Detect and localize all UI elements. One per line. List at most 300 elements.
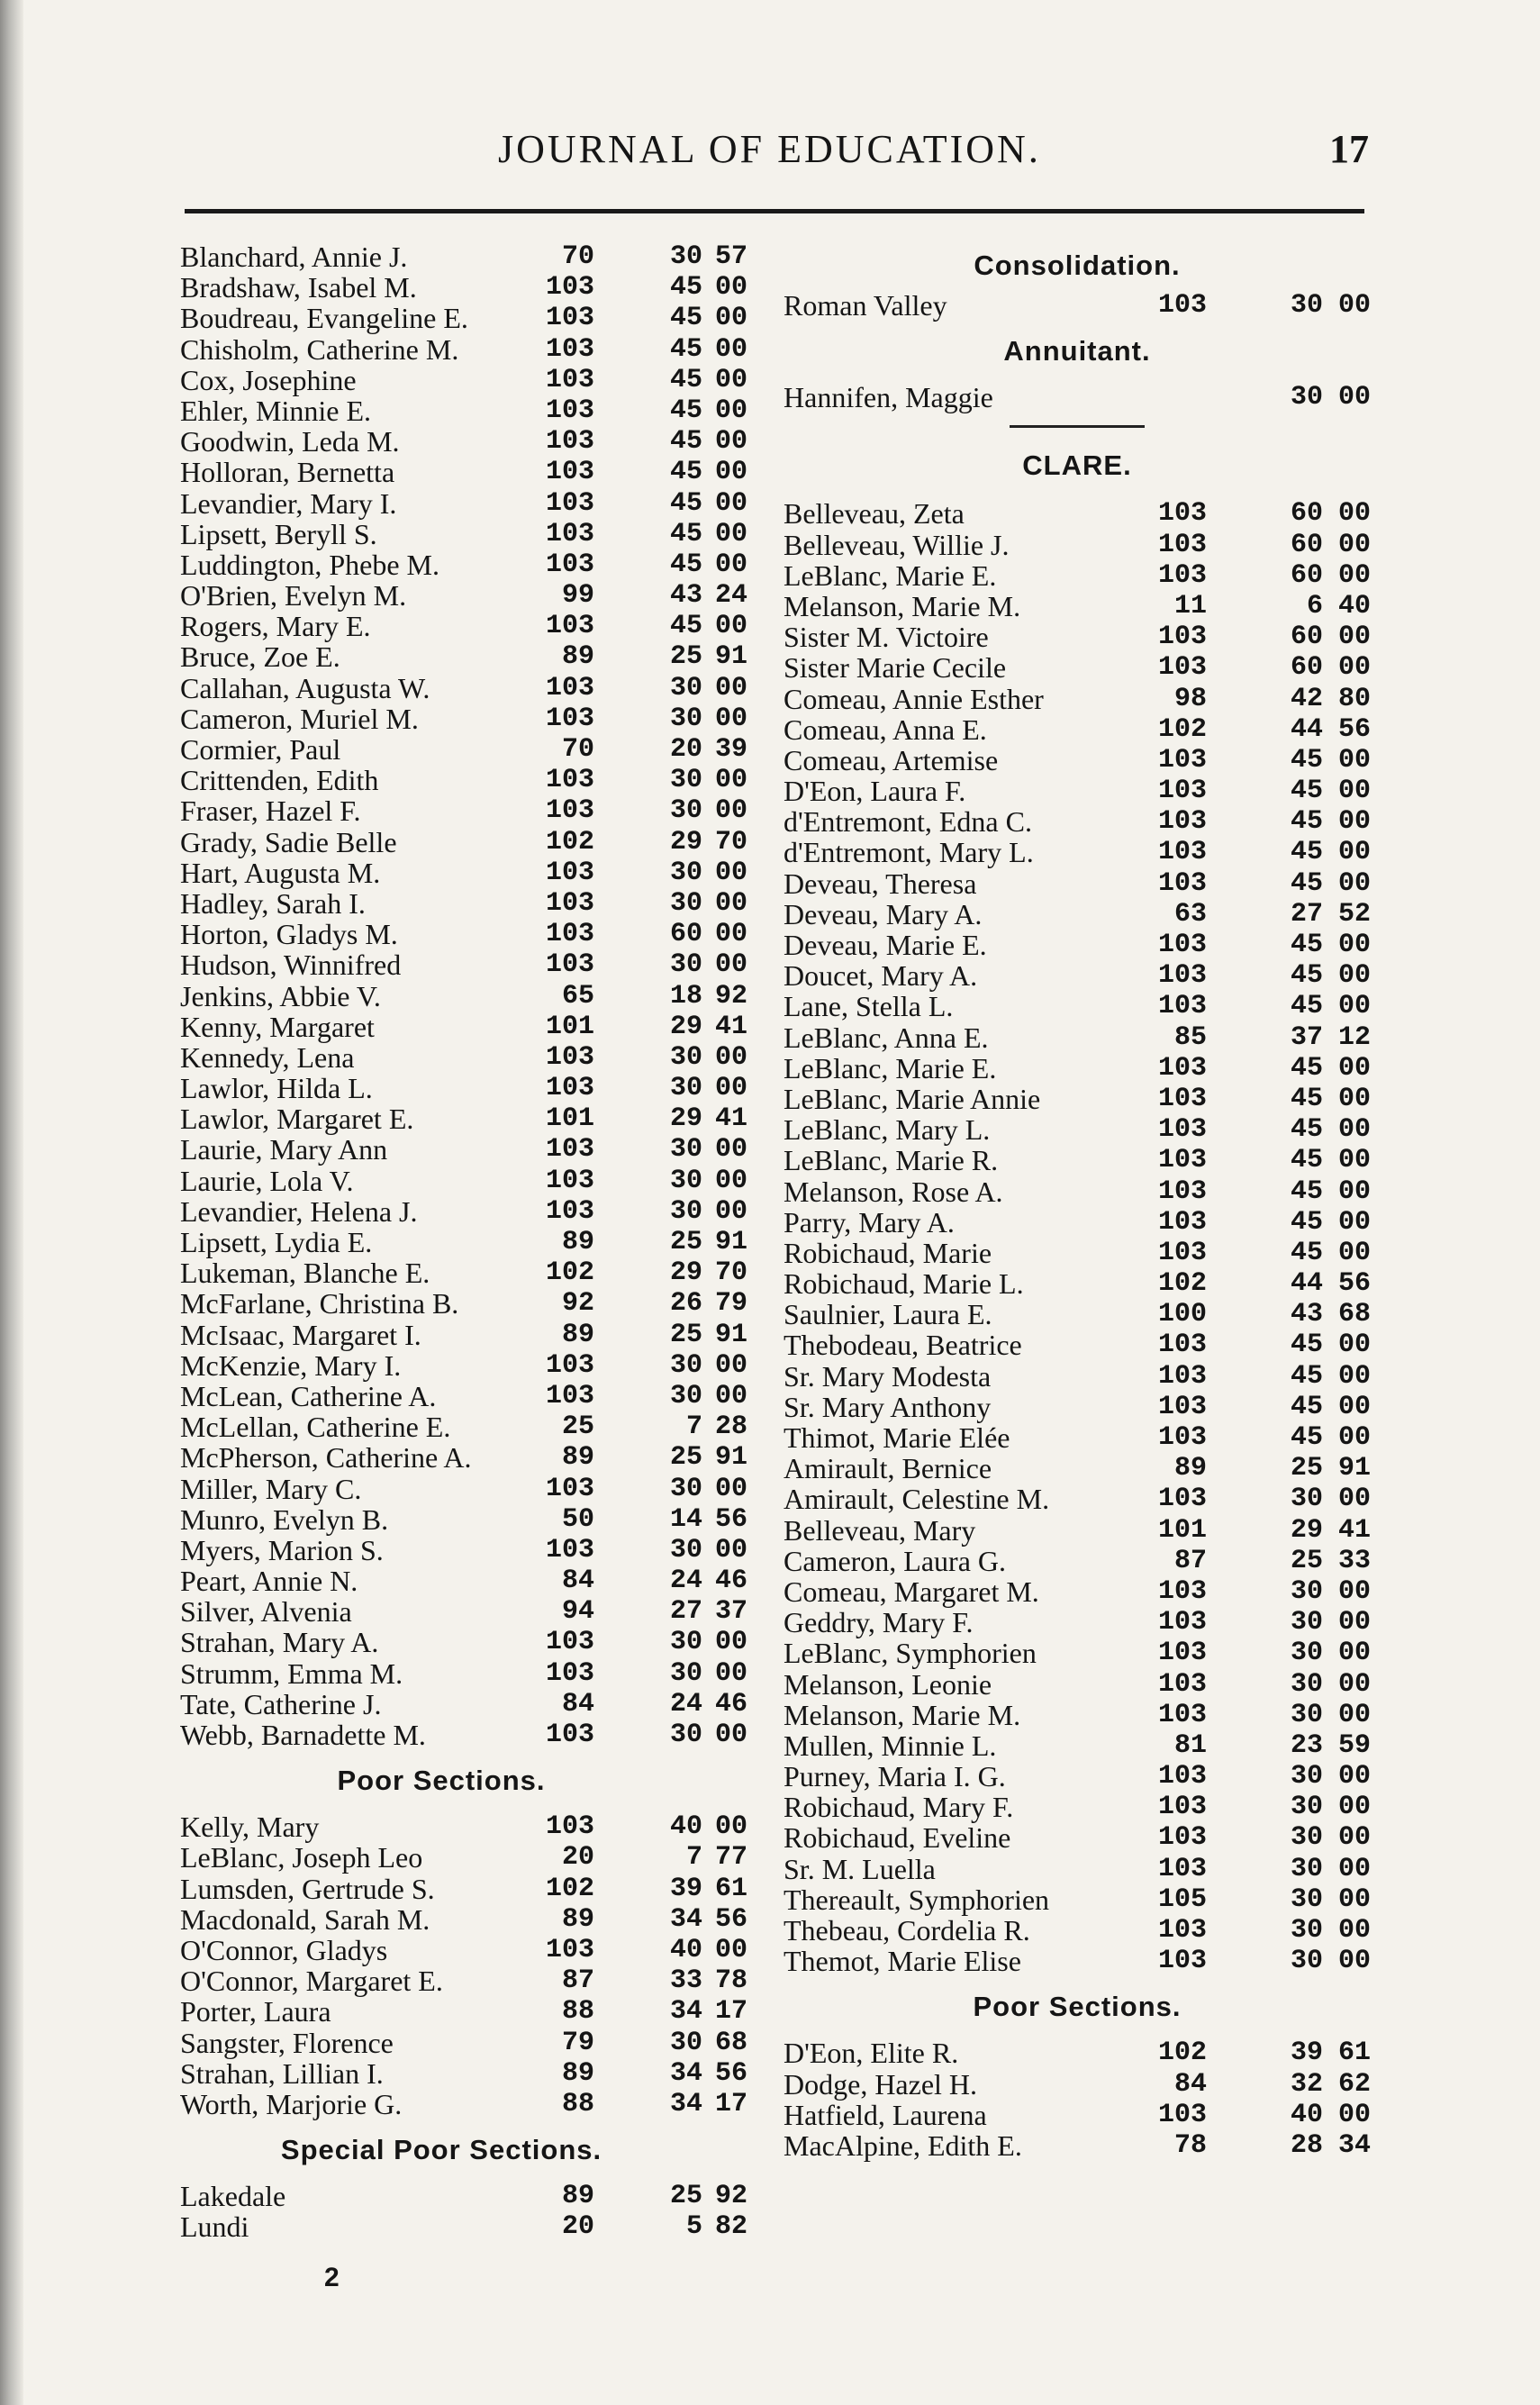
- grant-dollars: 30: [669, 1349, 702, 1381]
- grant-dollars: 30: [669, 1473, 702, 1504]
- grant-dollars: 30: [669, 241, 702, 272]
- list-item: [784, 290, 1371, 321]
- entry-name: O'Connor, Margaret E.: [180, 1965, 443, 1998]
- entry-name: LeBlanc, Anna E.: [784, 1021, 989, 1054]
- grant-cents: 91: [1337, 1453, 1371, 1484]
- list-item: [180, 1194, 747, 1228]
- list-item: [784, 1792, 1371, 1822]
- grant-dollars: 30: [1290, 1699, 1323, 1730]
- days-taught: 89: [561, 1903, 594, 1935]
- grant-cents: 00: [1337, 1391, 1371, 1422]
- list-item: [180, 1811, 747, 1844]
- list-item: [784, 2100, 1371, 2130]
- list-item: [180, 610, 747, 643]
- grant-cents: 70: [714, 826, 747, 858]
- entry-name: McPherson, Catherine A.: [180, 1441, 472, 1475]
- entry-name: Callahan, Augusta W.: [180, 671, 430, 704]
- grant-dollars: 30: [1290, 1822, 1323, 1854]
- entry-name: Tate, Catherine J.: [180, 1687, 382, 1720]
- list-item: [180, 1441, 747, 1475]
- entry-name: Strahan, Lillian I.: [180, 2056, 384, 2090]
- grant-cents: 00: [714, 1627, 747, 1658]
- entry-name: Geddry, Mary F.: [784, 1606, 974, 1639]
- grant-cents: 00: [1337, 806, 1371, 838]
- grant-cents: 46: [714, 1566, 747, 1597]
- entry-name: D'Eon, Elite R.: [784, 2037, 959, 2070]
- grant-dollars: 45: [669, 395, 702, 426]
- entry-name: Purney, Maria I. G.: [784, 1760, 1006, 1793]
- days-taught: 89: [561, 1319, 594, 1350]
- list-item: [180, 1072, 747, 1105]
- grant-cents: 00: [1337, 1946, 1371, 1977]
- days-taught: 103: [545, 272, 594, 304]
- grant-cents: 56: [714, 2057, 747, 2089]
- days-taught: 84: [561, 1688, 594, 1720]
- grant-cents: 00: [1337, 1422, 1371, 1453]
- grant-dollars: 30: [669, 1657, 702, 1689]
- entry-name: Robichaud, Mary F.: [784, 1791, 1014, 1824]
- grant-dollars: 45: [1290, 991, 1323, 1022]
- days-taught: 103: [545, 672, 594, 703]
- list-item: [784, 1884, 1371, 1915]
- entry-name: Saulnier, Laura E.: [784, 1298, 992, 1331]
- entry-name: LeBlanc, Mary L.: [784, 1113, 991, 1147]
- days-taught: 103: [1157, 1638, 1207, 1669]
- days-taught: 20: [561, 2211, 594, 2243]
- list-item: [180, 363, 747, 396]
- entry-name: LeBlanc, Symphorien: [784, 1637, 1037, 1670]
- entry-name: Melanson, Rose A.: [784, 1175, 1003, 1208]
- grant-cents: 00: [714, 1041, 747, 1073]
- entry-name: Amirault, Bernice: [784, 1452, 992, 1485]
- days-taught: 103: [1157, 1422, 1207, 1453]
- list-item: [784, 1730, 1371, 1761]
- entry-name: Webb, Barnadette M.: [180, 1719, 426, 1751]
- grant-dollars: 45: [669, 518, 702, 549]
- entry-name: Boudreau, Evangeline E.: [180, 302, 468, 335]
- entry-name: Amirault, Celestine M.: [784, 1483, 1050, 1516]
- entry-name: Laurie, Mary Ann: [180, 1133, 388, 1166]
- list-item: [180, 918, 747, 951]
- days-taught: 103: [545, 919, 594, 950]
- days-taught: 103: [1157, 498, 1207, 530]
- grant-cents: 00: [1337, 1484, 1371, 1515]
- days-taught: 103: [1157, 930, 1207, 960]
- days-taught: 88: [561, 1996, 594, 2028]
- list-item: [180, 1995, 747, 2028]
- grant-dollars: 24: [669, 1688, 702, 1720]
- entry-name: Comeau, Annie Esther: [784, 682, 1044, 715]
- grant-dollars: 60: [1290, 652, 1323, 684]
- days-taught: 103: [1157, 1822, 1207, 1854]
- days-taught: 63: [1173, 898, 1207, 930]
- grant-dollars: 45: [669, 333, 702, 365]
- entry-name: Deveau, Theresa: [784, 867, 977, 900]
- list-item: [180, 886, 747, 920]
- grant-cents: 00: [714, 1195, 747, 1227]
- list-item: [180, 271, 747, 304]
- list-item: [784, 806, 1371, 837]
- grant-dollars: 14: [669, 1503, 702, 1535]
- grant-dollars: 30: [669, 2027, 702, 2058]
- list-item: [784, 899, 1371, 930]
- grant-cents: 91: [714, 1227, 747, 1257]
- grant-cents: 00: [1337, 1330, 1371, 1361]
- grant-cents: 00: [714, 457, 747, 488]
- grant-dollars: 29: [669, 1011, 702, 1042]
- days-taught: 87: [561, 1965, 594, 1997]
- list-item: [180, 1565, 747, 1598]
- grant-dollars: 60: [1290, 622, 1323, 653]
- grant-cents: 80: [1337, 683, 1371, 714]
- days-taught: 103: [1157, 652, 1207, 684]
- days-taught: 103: [1157, 1484, 1207, 1515]
- days-taught: 103: [1157, 867, 1207, 899]
- entry-name: Cameron, Laura G.: [784, 1544, 1007, 1577]
- grant-cents: 37: [714, 1596, 747, 1628]
- list-item: [180, 733, 747, 766]
- grant-dollars: 30: [1290, 1946, 1323, 1977]
- grant-dollars: 43: [669, 580, 702, 612]
- grant-dollars: 27: [1290, 898, 1323, 930]
- grant-dollars: 34: [669, 2088, 702, 2119]
- grant-cents: 00: [1337, 1699, 1371, 1730]
- grant-cents: 00: [1337, 744, 1371, 776]
- entry-name: Cameron, Muriel M.: [180, 702, 419, 735]
- list-item: [180, 1318, 747, 1351]
- list-item: [784, 714, 1371, 745]
- entry-name: Robichaud, Marie L.: [784, 1267, 1024, 1301]
- grant-dollars: 45: [669, 364, 702, 395]
- entry-name: Horton, Gladys M.: [180, 918, 398, 951]
- days-taught: 103: [1157, 1206, 1207, 1238]
- annuitant-list: [784, 382, 1371, 413]
- days-taught: 103: [545, 1720, 594, 1750]
- grant-cents: 52: [1337, 898, 1371, 930]
- days-taught: 103: [1157, 1052, 1207, 1084]
- page-header: [180, 126, 1369, 189]
- entry-name: Robichaud, Marie: [784, 1236, 992, 1269]
- entry-name: Lundi: [180, 2210, 249, 2244]
- grant-dollars: 34: [669, 1903, 702, 1935]
- grant-cents: 41: [714, 1011, 747, 1042]
- entry-name: Worth, Marjorie G.: [180, 2087, 403, 2120]
- days-taught: 103: [545, 333, 594, 365]
- grant-cents: 62: [1337, 2068, 1371, 2100]
- list-item: [180, 948, 747, 982]
- list-item: [180, 1872, 747, 1905]
- grant-dollars: 7: [685, 1842, 702, 1874]
- days-taught: 103: [545, 703, 594, 734]
- entry-name: Lawlor, Hilda L.: [180, 1072, 373, 1105]
- grant-cents: 91: [714, 1442, 747, 1474]
- days-taught: 103: [545, 949, 594, 981]
- entry-name: Kelly, Mary: [180, 1811, 320, 1844]
- days-taught: 103: [1157, 1915, 1207, 1946]
- entry-name: Roman Valley: [784, 289, 947, 322]
- grant-cents: 00: [1337, 1052, 1371, 1084]
- grant-dollars: 45: [1290, 1052, 1323, 1084]
- days-taught: 65: [561, 980, 594, 1012]
- special-poor-list: [180, 2180, 747, 2244]
- list-item: [180, 1379, 747, 1412]
- days-taught: 100: [1157, 1299, 1207, 1330]
- grant-dollars: 30: [669, 765, 702, 796]
- special-poor-sections-heading: Special Poor Sections.: [280, 2134, 602, 2166]
- days-taught: 103: [545, 1811, 594, 1843]
- grant-dollars: 45: [1290, 776, 1323, 807]
- grant-cents: 00: [1337, 1607, 1371, 1638]
- days-taught: 103: [545, 395, 594, 426]
- grant-cents: 92: [714, 2181, 747, 2212]
- grant-cents: 00: [714, 1934, 747, 1965]
- days-taught: 103: [545, 1934, 594, 1965]
- days-taught: 103: [545, 426, 594, 458]
- grant-dollars: 39: [1290, 2037, 1323, 2069]
- grant-dollars: 44: [1290, 1268, 1323, 1300]
- days-taught: 103: [545, 1473, 594, 1504]
- consolidation-list: [784, 290, 1371, 321]
- days-taught: 101: [1157, 1514, 1207, 1546]
- list-item: [180, 2087, 747, 2120]
- days-taught: 70: [561, 734, 594, 765]
- right-poor-sections-heading: Poor Sections.: [973, 1991, 1182, 2023]
- grant-dollars: 18: [669, 980, 702, 1012]
- list-item: [180, 1719, 747, 1751]
- list-item: [784, 382, 1371, 413]
- list-item: [180, 456, 747, 489]
- list-item: [180, 764, 747, 797]
- list-item: [784, 1822, 1371, 1853]
- grant-dollars: 30: [669, 1134, 702, 1166]
- entry-name: Kenny, Margaret: [180, 1010, 375, 1043]
- days-taught: 103: [1157, 1792, 1207, 1823]
- list-item: [784, 498, 1371, 529]
- grant-cents: 00: [714, 1165, 747, 1196]
- list-item: [180, 2056, 747, 2090]
- list-item: [180, 1902, 747, 1936]
- grant-dollars: 45: [1290, 1114, 1323, 1146]
- list-item: [784, 1915, 1371, 1946]
- grant-dollars: 30: [1290, 1915, 1323, 1946]
- days-taught: 103: [545, 487, 594, 519]
- annuitant-heading: Annuitant.: [1003, 335, 1151, 368]
- list-item: [784, 684, 1371, 714]
- header-rule: [185, 209, 1364, 213]
- grant-dollars: 30: [1290, 1668, 1323, 1700]
- grant-dollars: 45: [1290, 1422, 1323, 1453]
- list-item: [180, 794, 747, 828]
- entry-name: Ehler, Minnie E.: [180, 394, 371, 427]
- days-taught: 103: [1157, 837, 1207, 868]
- grant-dollars: 45: [1290, 1360, 1323, 1392]
- list-item: [784, 1084, 1371, 1114]
- grant-cents: 00: [1337, 1638, 1371, 1669]
- grant-dollars: 45: [669, 549, 702, 580]
- days-taught: 25: [561, 1411, 594, 1443]
- list-item: [180, 702, 747, 735]
- list-item: [784, 1700, 1371, 1730]
- days-taught: 102: [1157, 1268, 1207, 1300]
- list-item: [784, 560, 1371, 591]
- grant-dollars: 40: [669, 1811, 702, 1843]
- grant-dollars: 45: [1290, 1206, 1323, 1238]
- entry-name: Parry, Mary A.: [784, 1205, 955, 1239]
- list-item: [180, 1103, 747, 1136]
- list-item: [784, 1453, 1371, 1484]
- right-poor-list: [784, 2037, 1371, 2161]
- entry-name: Myers, Marion S.: [180, 1533, 384, 1566]
- grant-dollars: 60: [1290, 559, 1323, 591]
- grant-cents: 00: [1337, 991, 1371, 1022]
- list-item: [784, 930, 1371, 960]
- entry-name: Laurie, Lola V.: [180, 1164, 354, 1197]
- list-item: [784, 1484, 1371, 1514]
- clare-heading: CLARE.: [1022, 449, 1132, 482]
- grant-cents: 00: [714, 1380, 747, 1411]
- entry-name: Comeau, Artemise: [784, 743, 999, 776]
- grant-cents: 00: [714, 333, 747, 365]
- list-item: [784, 2037, 1371, 2068]
- list-item: [784, 1946, 1371, 1976]
- grant-cents: 00: [1337, 1237, 1371, 1268]
- entry-name: Sister Marie Cecile: [784, 651, 1007, 685]
- list-item: [784, 1638, 1371, 1668]
- days-taught: 79: [561, 2027, 594, 2058]
- days-taught: 103: [1157, 622, 1207, 653]
- entry-name: Comeau, Margaret M.: [784, 1575, 1039, 1608]
- entry-name: D'Eon, Laura F.: [784, 775, 966, 808]
- grant-cents: 78: [714, 1965, 747, 1997]
- left-column: [180, 240, 747, 2244]
- grant-dollars: 29: [669, 1257, 702, 1289]
- days-taught: 103: [1157, 1668, 1207, 1700]
- entry-name: Belleveau, Mary: [784, 1513, 976, 1547]
- days-taught: 103: [1157, 1114, 1207, 1146]
- days-taught: 103: [1157, 529, 1207, 560]
- list-item: [784, 1207, 1371, 1238]
- grant-cents: 00: [1337, 1175, 1371, 1207]
- grant-cents: 41: [714, 1103, 747, 1135]
- list-item: [180, 1687, 747, 1720]
- list-item: [784, 1515, 1371, 1546]
- grant-dollars: 29: [669, 826, 702, 858]
- grant-dollars: 45: [1290, 1330, 1323, 1361]
- grant-cents: 00: [714, 857, 747, 888]
- grant-cents: 57: [714, 241, 747, 272]
- grant-dollars: 30: [669, 672, 702, 703]
- entry-name: Melanson, Marie M.: [784, 1698, 1021, 1731]
- entry-name: Comeau, Anna E.: [784, 712, 987, 746]
- entry-name: LeBlanc, Marie E.: [784, 558, 997, 592]
- grant-dollars: 45: [1290, 1391, 1323, 1422]
- days-taught: 103: [1157, 776, 1207, 807]
- entry-name: Cox, Josephine: [180, 363, 357, 396]
- entry-name: Mullen, Minnie L.: [784, 1729, 997, 1762]
- grant-cents: 00: [714, 765, 747, 796]
- grant-dollars: 32: [1290, 2068, 1323, 2100]
- entry-name: McLean, Catherine A.: [180, 1379, 437, 1412]
- entry-name: Sr. M. Luella: [784, 1852, 936, 1885]
- days-taught: 88: [561, 2088, 594, 2119]
- days-taught: 103: [545, 518, 594, 549]
- grant-cents: 28: [714, 1411, 747, 1443]
- days-taught: 102: [545, 1257, 594, 1289]
- list-item: [180, 1040, 747, 1074]
- grant-cents: 00: [714, 487, 747, 519]
- days-taught: 103: [1157, 960, 1207, 992]
- days-taught: 103: [1157, 559, 1207, 591]
- entry-name: Macdonald, Sarah M.: [180, 1902, 430, 1936]
- grant-cents: 00: [1337, 2099, 1371, 2130]
- grant-cents: 82: [714, 2211, 747, 2243]
- days-taught: 102: [1157, 2037, 1207, 2069]
- list-item: [180, 671, 747, 704]
- entry-name: Porter, Laura: [180, 1995, 331, 2028]
- grant-cents: 17: [714, 2088, 747, 2119]
- entry-name: Munro, Evelyn B.: [180, 1502, 389, 1536]
- grant-dollars: 45: [669, 303, 702, 334]
- entry-name: Melanson, Marie M.: [784, 589, 1021, 622]
- days-taught: 103: [1157, 1237, 1207, 1268]
- grant-cents: 00: [714, 1720, 747, 1750]
- entry-name: Robichaud, Eveline: [784, 1821, 1011, 1855]
- list-item: [784, 1299, 1371, 1330]
- grant-cents: 68: [1337, 1299, 1371, 1330]
- entry-name: Lipsett, Lydia E.: [180, 1226, 373, 1258]
- days-taught: 103: [545, 1073, 594, 1104]
- entry-name: Lipsett, Beryll S.: [180, 517, 377, 550]
- days-taught: 102: [1157, 713, 1207, 745]
- entry-name: Lumsden, Gertrude S.: [180, 1872, 435, 1905]
- entry-name: Miller, Mary C.: [180, 1472, 362, 1505]
- left-poor-list: [180, 1811, 747, 2120]
- list-item: [784, 1238, 1371, 1268]
- grant-cents: 00: [1337, 1575, 1371, 1607]
- grant-dollars: 30: [1290, 1792, 1323, 1823]
- entry-name: Levandier, Helena J.: [180, 1194, 418, 1228]
- list-item: [180, 517, 747, 550]
- grant-dollars: 30: [1290, 1575, 1323, 1607]
- grant-cents: 00: [714, 672, 747, 703]
- grant-dollars: 30: [669, 1195, 702, 1227]
- list-item: [784, 1761, 1371, 1792]
- entry-name: Hart, Augusta M.: [180, 856, 381, 889]
- grant-dollars: 45: [1290, 1083, 1323, 1114]
- grant-dollars: 60: [669, 919, 702, 950]
- list-item: [784, 1392, 1371, 1422]
- grant-dollars: 29: [1290, 1514, 1323, 1546]
- days-taught: 89: [561, 2181, 594, 2212]
- grant-dollars: 45: [1290, 806, 1323, 838]
- entry-name: Strumm, Emma M.: [180, 1656, 403, 1690]
- days-taught: 103: [545, 1165, 594, 1196]
- entry-name: Hannifen, Maggie: [784, 381, 993, 414]
- grant-cents: 00: [714, 518, 747, 549]
- grant-cents: 79: [714, 1288, 747, 1320]
- entry-name: Blanchard, Annie J.: [180, 240, 408, 273]
- days-taught: 103: [545, 1349, 594, 1381]
- grant-cents: 00: [714, 611, 747, 642]
- days-taught: 81: [1173, 1729, 1207, 1761]
- list-item: [784, 622, 1371, 652]
- entry-name: O'Connor, Gladys: [180, 1933, 388, 1966]
- days-taught: 103: [1157, 1946, 1207, 1977]
- entry-name: Hadley, Sarah I.: [180, 886, 366, 920]
- entry-name: LeBlanc, Marie R.: [784, 1144, 999, 1177]
- entry-name: Hatfield, Laurena: [784, 2098, 987, 2131]
- grant-dollars: 30: [669, 1534, 702, 1566]
